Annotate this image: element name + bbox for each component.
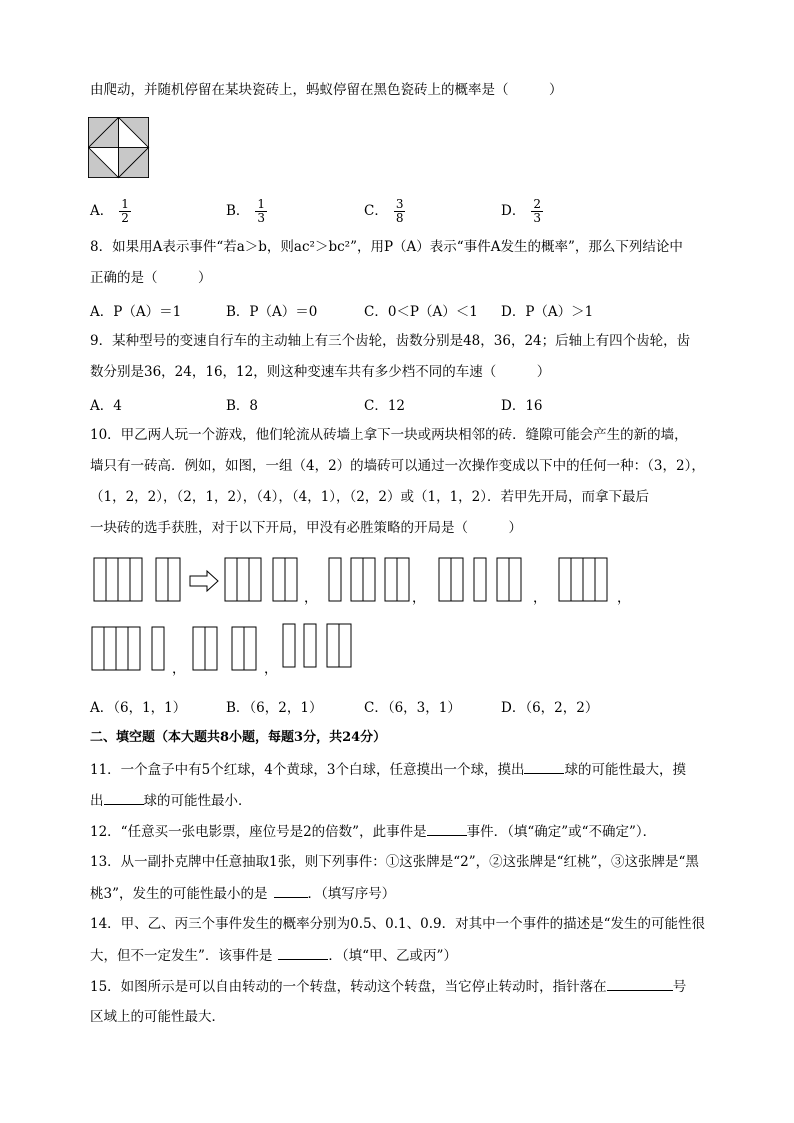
q7-option-d[interactable]: D． $\frac{2}{3}$	[501, 197, 541, 225]
q9-option-a[interactable]: A．4	[90, 398, 122, 414]
answer-blank[interactable]	[274, 883, 308, 898]
q10-option-d[interactable]: D．（6，2，2）	[501, 700, 599, 716]
q10-option-a[interactable]: A．（6，1，1）	[90, 700, 187, 716]
q7-option-c[interactable]: C． $\frac{3}{8}$	[364, 197, 404, 225]
q11-line2: 出 球的可能性最小．	[90, 790, 252, 811]
q14-line1: 14．甲、乙、丙三个事件发生的概率分别为0.5、0.1、0.9．对其中一个事件的描述是“发生的可能性很	[90, 916, 705, 932]
q15-line1: 15．如图所示是可以自由转动的一个转盘，转动这个转盘，当它停止转动时，指针落在 号	[90, 976, 686, 997]
q9-line2: 数分别是36，24，16，12，则这种变速车共有多少档不同的车速（ ）	[90, 364, 551, 380]
q12-line1: 12．“任意买一张电影票，座位号是2的倍数”，此事件是 事件．（填“确定”或“不确定”）．	[90, 821, 656, 842]
separator: ，	[412, 590, 426, 606]
q13-line1: 13．从一副扑克牌中任意抽取1张，则下列事件：①这张牌是“2”，②这张牌是“红桃”，③这张牌是“黑	[90, 854, 699, 870]
q7-option-a[interactable]: A． $\frac{1}{2}$	[90, 197, 129, 225]
brick-wall-diagram	[85, 552, 645, 682]
q15-line2: 区域上的可能性最大．	[90, 1009, 225, 1025]
tile-diagram	[88, 117, 150, 179]
q10-line4: 一块砖的选手获胜，对于以下开局，甲没有必胜策略的开局是（ ）	[90, 520, 522, 536]
q10-line1: 10．甲乙两人玩一个游戏，他们轮流从砖墙上拿下一块或两块相邻的砖．缝隙可能会产生的新的墙，	[90, 427, 688, 443]
separator: ，	[533, 590, 547, 606]
answer-blank[interactable]	[104, 790, 144, 805]
answer-blank[interactable]	[524, 759, 564, 774]
q7-option-b[interactable]: B． $\frac{1}{3}$	[226, 197, 266, 225]
separator: ，	[264, 661, 278, 677]
q11-line1: 11．一个盒子中有5个红球，4个黄球，3个白球，任意摸出一个球，摸出 球的可能性最大，摸	[90, 759, 686, 780]
q9-option-d[interactable]: D．16	[501, 398, 543, 414]
q8-option-b[interactable]: B．P（A）＝0	[226, 304, 318, 320]
q10-option-c[interactable]: C．（6，3，1）	[364, 700, 461, 716]
q10-line3: （1，2，2），（2，1，2），（4），（4，1），（2，2）或（1，1，2）．若甲先开局，而拿下最后	[90, 489, 649, 505]
q14-line2: 大，但不一定发生”．该事件是 ．（填“甲、乙或丙”）	[90, 945, 457, 966]
q8-option-d[interactable]: D．P（A）＞1	[501, 304, 594, 320]
answer-blank[interactable]	[607, 976, 673, 991]
section-heading: 二、填空题（本大题共8小题，每题3分，共24分）	[90, 730, 387, 745]
separator: ，	[617, 590, 631, 606]
q8-line2: 正确的是（ ）	[90, 270, 212, 286]
q13-line2: 桃3”，发生的可能性最小的是 ．（填写序号）	[90, 883, 395, 904]
separator: ，	[304, 590, 318, 606]
q10-line2: 墙只有一砖高．例如，如图，一组（4，2）的墙砖可以通过一次操作变成以下中的任何一种：（3，2），	[90, 458, 705, 474]
q8-line1: 8．如果用A表示事件“若a＞b，则ac²＞bc²”，用P（A）表示“事件A发生的概率”，那么下列结论中	[90, 239, 683, 255]
q8-option-a[interactable]: A．P（A）＝1	[90, 304, 182, 320]
q10-option-b[interactable]: B．（6，2，1）	[226, 700, 323, 716]
separator: ，	[172, 661, 186, 677]
answer-blank[interactable]	[278, 945, 328, 960]
q9-line1: 9．某种型号的变速自行车的主动轴上有三个齿轮，齿数分别是48，36，24；后轴上有四个齿轮，齿	[90, 333, 691, 349]
q9-option-c[interactable]: C．12	[364, 398, 406, 414]
q8-option-c[interactable]: C．0＜P（A）＜1	[364, 304, 478, 320]
answer-blank[interactable]	[427, 821, 467, 836]
q7-stem-tail: 由爬动，并随机停留在某块瓷砖上，蚂蚁停留在黑色瓷砖上的概率是（ ）	[90, 82, 563, 98]
q9-option-b[interactable]: B．8	[226, 398, 259, 414]
